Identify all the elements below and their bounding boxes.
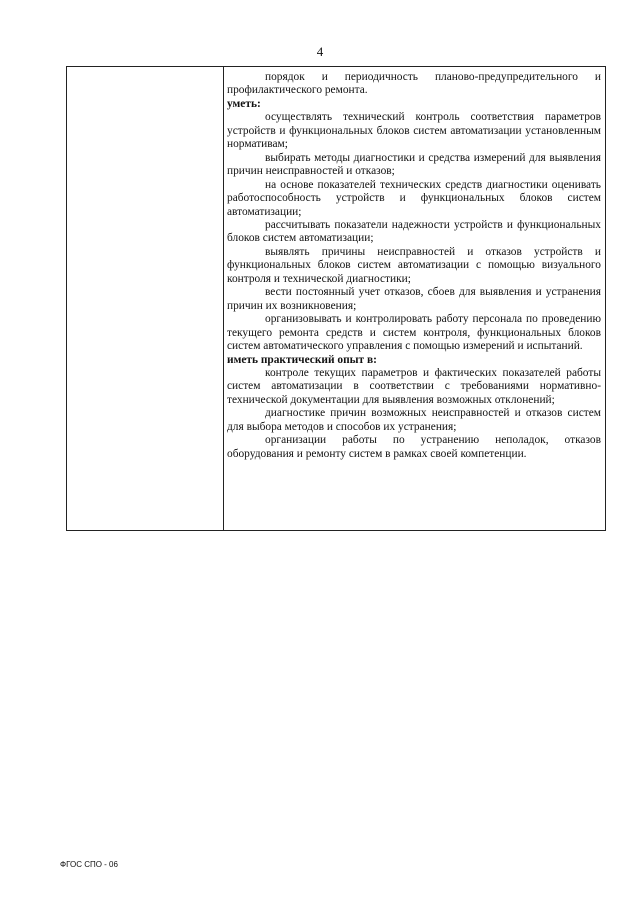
requirements-table: [66, 66, 606, 531]
paragraph-failure-causes: выявлять причины неисправностей и отказов устройств и функциональных блоков систем автоматизации с помощью визуального контроля и технической диагностики;: [227, 245, 601, 285]
heading-skills: уметь:: [227, 97, 261, 110]
paragraph-diagnostic-methods: выбирать методы диагностики и средства измерений для выявления причин неисправностей и отказов;: [227, 151, 601, 178]
paragraph-fault-diagnosis: диагностике причин возможных неисправностей и отказов систем для выбора методов и способов их устранения;: [227, 407, 601, 433]
column-divider: [223, 67, 224, 530]
paragraph-technical-control: осуществлять технический контроль соответствия параметров устройств и функциональных блоков систем автоматизации установленным нормативам;: [227, 111, 601, 151]
paragraph-repair-order: порядок и периодичность планово-предупредительного и профилактического ремонта.: [227, 71, 601, 97]
paragraph-parameter-control: контроле текущих параметров и фактических показателей работы систем автоматизации в соответствии с требованиями нормативно-технической документации для выявления возможных отклонений;: [227, 366, 601, 406]
footer-document-code: ФГОС СПО - 06: [60, 860, 118, 869]
requirements-cell: [227, 71, 601, 461]
page-number: 4: [316, 44, 324, 59]
paragraph-failure-log: вести постоянный учет отказов, сбоев для выявления и устранения причин их возникновения;: [227, 286, 601, 312]
paragraph-troubleshooting: организации работы по устранению неполадок, отказов оборудования и ремонту систем в рамках своей компетенции.: [227, 434, 601, 460]
paragraph-organize-repair: организовывать и контролировать работу персонала по проведению текущего ремонта средств и систем контроля, функциональных блоков систем автоматического управления с помощью измерений и испытаний.: [227, 313, 601, 353]
paragraph-evaluate-performance: на основе показателей технических средств диагностики оценивать работоспособность устройств и функциональных блоков систем автоматизации;: [227, 178, 601, 218]
heading-practical-experience: иметь практический опыт в:: [227, 353, 377, 366]
paragraph-reliability: рассчитывать показатели надежности устройств и функциональных блоков систем автоматизации;: [227, 218, 601, 245]
